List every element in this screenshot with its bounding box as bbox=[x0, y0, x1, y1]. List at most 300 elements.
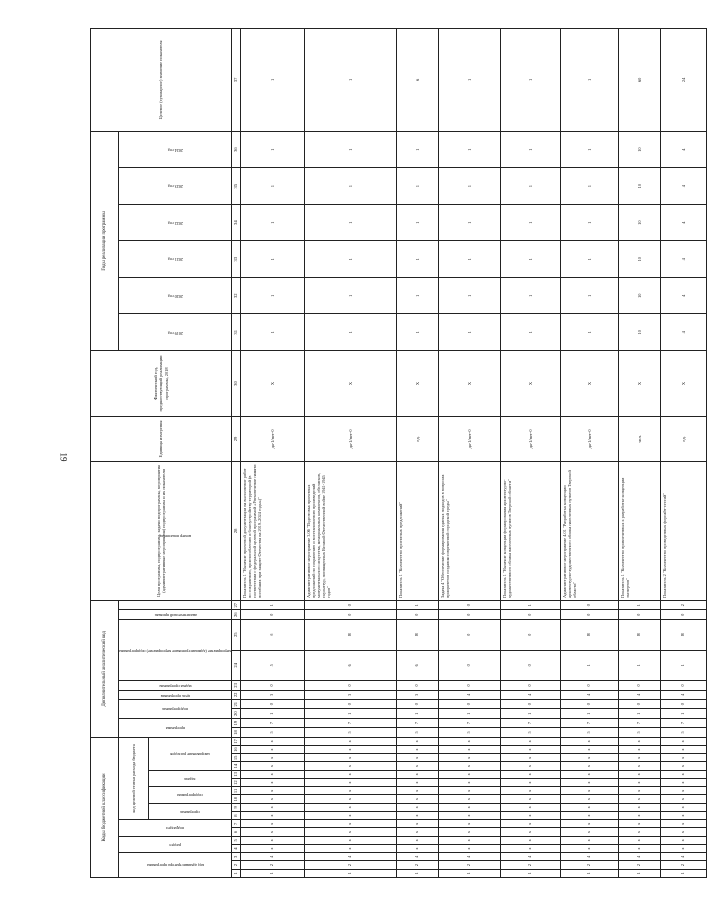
year-value-cell: 1 bbox=[396, 204, 438, 241]
code-cell: 0 bbox=[438, 619, 500, 650]
header-program: программа bbox=[149, 803, 232, 820]
header-an-analytic: аналитический признак bbox=[119, 610, 232, 619]
code-cell: 0 bbox=[660, 681, 706, 690]
column-number: 26 bbox=[231, 610, 240, 619]
code-cell: 1 bbox=[560, 709, 618, 718]
code-cell: 4 bbox=[438, 853, 500, 861]
code-cell: x bbox=[618, 737, 660, 745]
column-number: 30 bbox=[231, 351, 240, 417]
year-value-cell: 1 bbox=[560, 168, 618, 205]
code-cell: 1 bbox=[438, 709, 500, 718]
code-cell: x bbox=[660, 795, 706, 803]
code-cell: x bbox=[618, 754, 660, 762]
code-cell: x bbox=[240, 795, 304, 803]
target-value-cell: 6 bbox=[396, 29, 438, 132]
code-cell: x bbox=[560, 754, 618, 762]
code-cell: x bbox=[660, 770, 706, 778]
code-cell: 0 bbox=[304, 700, 396, 709]
column-number: 7 bbox=[231, 820, 240, 828]
code-cell: x bbox=[396, 820, 438, 828]
code-cell: x bbox=[500, 795, 560, 803]
code-cell: x bbox=[304, 779, 396, 787]
code-cell: x bbox=[240, 820, 304, 828]
header-row-groups bbox=[91, 29, 119, 878]
code-cell: 4 bbox=[240, 853, 304, 861]
indicator-name: Показатель 1 "Наличие концепции формирования архитектурно-художественного облика населенных пунктов Тверской области" bbox=[500, 461, 560, 600]
code-cell: 0 bbox=[500, 619, 560, 650]
header-task: задача bbox=[149, 770, 232, 787]
code-cell: 0 bbox=[304, 681, 396, 690]
header-an-indicator: номер показателя bbox=[119, 461, 232, 610]
code-cell: x bbox=[560, 770, 618, 778]
column-numbers-row bbox=[231, 29, 240, 878]
column-number: 31 bbox=[231, 314, 240, 351]
header-an-subprogram: подпрограмма bbox=[119, 700, 232, 719]
code-cell: 4 bbox=[618, 690, 660, 699]
header-subsection: подраздел bbox=[119, 820, 232, 837]
year-value-cell: 10 bbox=[618, 241, 660, 278]
code-cell: x bbox=[660, 803, 706, 811]
code-cell: 1 bbox=[396, 709, 438, 718]
year-value-cell: 1 bbox=[304, 168, 396, 205]
code-cell: 0 bbox=[560, 681, 618, 690]
header-name: Цели программы, подпрограммы, задачи подпрограммы, мероприятия (административные мероприятия) подпрограммы и их показатели bbox=[91, 461, 232, 600]
column-number: 21 bbox=[231, 700, 240, 709]
code-cell: x bbox=[500, 754, 560, 762]
column-number: 4 bbox=[231, 845, 240, 853]
year-value-cell: 1 bbox=[304, 277, 396, 314]
code-cell: x bbox=[500, 787, 560, 795]
year-value-cell: 1 bbox=[438, 168, 500, 205]
year-value-cell: 1 bbox=[438, 204, 500, 241]
year-value-cell: 1 bbox=[240, 168, 304, 205]
code-cell: 6 bbox=[396, 650, 438, 681]
code-cell: 0 bbox=[560, 700, 618, 709]
code-cell: x bbox=[438, 746, 500, 754]
year-value-cell: 4 bbox=[660, 277, 706, 314]
code-cell: 4 bbox=[304, 853, 396, 861]
code-cell: x bbox=[618, 828, 660, 836]
year-value-cell: 1 bbox=[560, 314, 618, 351]
column-number: 36 bbox=[231, 131, 240, 168]
code-cell: 0 bbox=[618, 700, 660, 709]
year-value-cell: 1 bbox=[396, 168, 438, 205]
code-cell: x bbox=[396, 737, 438, 745]
code-cell: x bbox=[660, 845, 706, 853]
unit-cell: ед. bbox=[396, 417, 438, 462]
code-cell: 0 bbox=[304, 610, 396, 619]
code-cell: 3 bbox=[240, 690, 304, 699]
code-cell: 1 bbox=[618, 709, 660, 718]
code-cell: x bbox=[618, 746, 660, 754]
code-cell: x bbox=[438, 779, 500, 787]
code-cell: 1 bbox=[240, 709, 304, 718]
year-value-cell: 1 bbox=[500, 277, 560, 314]
code-cell: x bbox=[304, 795, 396, 803]
column-number: 35 bbox=[231, 168, 240, 205]
year-value-cell: 10 bbox=[618, 277, 660, 314]
header-analytic-code: Дополнительный аналитический код bbox=[91, 600, 119, 737]
code-cell: 5 bbox=[618, 728, 660, 737]
header-an-task: задача программы bbox=[119, 681, 232, 690]
code-cell: x bbox=[500, 828, 560, 836]
code-cell: 2 bbox=[560, 861, 618, 869]
code-cell: 1 bbox=[660, 869, 706, 877]
column-number: 19 bbox=[231, 718, 240, 727]
code-cell: 5 bbox=[438, 728, 500, 737]
code-cell: 5 bbox=[240, 650, 304, 681]
column-number: 12 bbox=[231, 779, 240, 787]
table-row bbox=[560, 29, 618, 878]
indicator-name: Административное мероприятие 4.01 "Разработка концепции архитектурно-художественного облика населенных пунктов Тверской области" bbox=[560, 461, 618, 600]
table-row bbox=[618, 29, 660, 878]
column-number: 11 bbox=[231, 787, 240, 795]
code-cell: x bbox=[438, 787, 500, 795]
base-year-cell: X bbox=[438, 351, 500, 417]
year-value-cell: 1 bbox=[560, 131, 618, 168]
unit-cell: чел. bbox=[618, 417, 660, 462]
header-subprogram: подпрограмма bbox=[149, 787, 232, 804]
year-value-cell: 1 bbox=[304, 131, 396, 168]
code-cell: 0 bbox=[438, 681, 500, 690]
code-cell: 0 bbox=[660, 610, 706, 619]
code-cell: 4 bbox=[660, 853, 706, 861]
year-value-cell: 1 bbox=[500, 314, 560, 351]
column-number: 8 bbox=[231, 812, 240, 820]
unit-cell: ед. bbox=[660, 417, 706, 462]
column-number: 33 bbox=[231, 241, 240, 278]
code-cell: x bbox=[438, 770, 500, 778]
year-value-cell: 1 bbox=[304, 204, 396, 241]
table-row bbox=[438, 29, 500, 878]
code-cell: x bbox=[660, 754, 706, 762]
code-cell: 5 bbox=[304, 728, 396, 737]
year-value-cell: 1 bbox=[396, 314, 438, 351]
code-cell: x bbox=[660, 762, 706, 770]
unit-cell: да-1/нет-0 bbox=[560, 417, 618, 462]
code-cell: x bbox=[618, 803, 660, 811]
column-number: 37 bbox=[231, 29, 240, 132]
indicator-name: Показатель 2 "Количество проведенных форсайт-сессий" bbox=[660, 461, 706, 600]
code-cell: 0 bbox=[618, 610, 660, 619]
header-an-event: мероприятие (административное мероприятие) подпрограммы bbox=[119, 619, 232, 680]
code-cell: x bbox=[560, 787, 618, 795]
year-value-cell: 1 bbox=[560, 241, 618, 278]
column-number: 15 bbox=[231, 754, 240, 762]
code-cell: 4 bbox=[438, 690, 500, 699]
year-value-cell: 1 bbox=[500, 241, 560, 278]
code-cell: 2 bbox=[304, 861, 396, 869]
code-cell: 2 bbox=[438, 861, 500, 869]
header-2020: 2020 год bbox=[119, 277, 232, 314]
code-cell: x bbox=[560, 812, 618, 820]
year-value-cell: 1 bbox=[560, 204, 618, 241]
code-cell: 1 bbox=[560, 869, 618, 877]
target-value-cell: 24 bbox=[660, 29, 706, 132]
code-cell: x bbox=[438, 812, 500, 820]
indicator-name: Показатель 1 "Наличие проектной документации на выполнение работ по сохранению, приспособлению и благоустройству территорий (в соответствии с федеральной целевой программой «Увековечение памяти погибших при защите Отечества на 2019–2024 годы»)" bbox=[240, 461, 304, 600]
year-value-cell: 1 bbox=[560, 277, 618, 314]
code-cell: x bbox=[438, 820, 500, 828]
code-cell: x bbox=[500, 845, 560, 853]
code-cell: 1 bbox=[618, 650, 660, 681]
column-number: 34 bbox=[231, 204, 240, 241]
code-cell: 0 bbox=[396, 700, 438, 709]
code-cell: Я bbox=[304, 619, 396, 650]
year-value-cell: 1 bbox=[240, 241, 304, 278]
code-cell: x bbox=[560, 746, 618, 754]
year-value-cell: 4 bbox=[660, 241, 706, 278]
code-cell: 2 bbox=[500, 861, 560, 869]
header-2024: 2024 год bbox=[119, 131, 232, 168]
year-value-cell: 1 bbox=[500, 168, 560, 205]
header-2022: 2022 год bbox=[119, 204, 232, 241]
code-cell: 5 bbox=[500, 728, 560, 737]
indicator-name: Показатель 1 "Количество проектных предложений" bbox=[396, 461, 438, 600]
column-number: 13 bbox=[231, 770, 240, 778]
code-cell: 5 bbox=[240, 728, 304, 737]
target-value-cell: 1 bbox=[240, 29, 304, 132]
code-cell: 1 bbox=[500, 600, 560, 610]
code-cell: 1 bbox=[500, 869, 560, 877]
column-number: 27 bbox=[231, 600, 240, 610]
code-cell: x bbox=[618, 820, 660, 828]
target-value-cell: 60 bbox=[618, 29, 660, 132]
base-year-cell: X bbox=[660, 351, 706, 417]
code-cell: Я bbox=[560, 619, 618, 650]
code-cell: x bbox=[240, 779, 304, 787]
code-cell: 3 bbox=[304, 690, 396, 699]
code-cell: 1 bbox=[304, 869, 396, 877]
code-cell: x bbox=[240, 762, 304, 770]
code-cell: x bbox=[240, 803, 304, 811]
code-cell: 0 bbox=[560, 610, 618, 619]
code-cell: 1 bbox=[560, 650, 618, 681]
code-cell: 1 bbox=[438, 869, 500, 877]
code-cell: 7 bbox=[438, 718, 500, 727]
code-cell: x bbox=[438, 845, 500, 853]
code-cell: 0 bbox=[240, 700, 304, 709]
unit-cell: да-1/нет-0 bbox=[240, 417, 304, 462]
code-cell: 1 bbox=[396, 600, 438, 610]
code-cell: x bbox=[660, 820, 706, 828]
code-cell: x bbox=[500, 803, 560, 811]
code-cell: x bbox=[500, 746, 560, 754]
header-2021: 2021 год bbox=[119, 241, 232, 278]
code-cell: 7 bbox=[240, 718, 304, 727]
code-cell: x bbox=[438, 795, 500, 803]
column-number: 32 bbox=[231, 277, 240, 314]
code-cell: x bbox=[304, 812, 396, 820]
code-cell: x bbox=[396, 754, 438, 762]
year-value-cell: 4 bbox=[660, 314, 706, 351]
code-cell: x bbox=[304, 803, 396, 811]
code-cell: x bbox=[660, 812, 706, 820]
code-cell: 0 bbox=[396, 681, 438, 690]
code-cell: 0 bbox=[304, 600, 396, 610]
header-target: Целевое (суммарное) значение показателя bbox=[91, 29, 232, 132]
column-number: 1 bbox=[231, 869, 240, 877]
column-number: 6 bbox=[231, 828, 240, 836]
code-cell: x bbox=[500, 770, 560, 778]
code-cell: x bbox=[660, 836, 706, 844]
code-cell: 1 bbox=[396, 869, 438, 877]
code-cell: x bbox=[438, 754, 500, 762]
code-cell: 7 bbox=[560, 718, 618, 727]
header-2023: 2023 год bbox=[119, 168, 232, 205]
column-number: 23 bbox=[231, 681, 240, 690]
code-cell: 0 bbox=[438, 610, 500, 619]
code-cell: 0 bbox=[500, 681, 560, 690]
code-cell: x bbox=[660, 787, 706, 795]
year-value-cell: 1 bbox=[500, 131, 560, 168]
indicator-name: Задача 4 "Обеспечение формирования единых подходов в вопросах приоритетов создания современной городской среды" bbox=[438, 461, 500, 600]
column-number: 24 bbox=[231, 650, 240, 681]
code-cell: x bbox=[240, 828, 304, 836]
code-cell: 5 bbox=[660, 728, 706, 737]
header-expense-direction: направление расходов bbox=[149, 737, 232, 770]
header-an-program: программа bbox=[119, 718, 232, 737]
code-cell: x bbox=[240, 787, 304, 795]
page-number: 19 bbox=[58, 452, 69, 462]
target-value-cell: 1 bbox=[304, 29, 396, 132]
column-number: 14 bbox=[231, 762, 240, 770]
column-number: 20 bbox=[231, 709, 240, 718]
code-cell: x bbox=[304, 828, 396, 836]
base-year-cell: X bbox=[240, 351, 304, 417]
code-cell: x bbox=[304, 770, 396, 778]
year-value-cell: 10 bbox=[618, 204, 660, 241]
code-cell: x bbox=[560, 820, 618, 828]
year-value-cell: 1 bbox=[240, 314, 304, 351]
code-cell: 1 bbox=[618, 869, 660, 877]
column-number: 18 bbox=[231, 728, 240, 737]
code-cell: 0 bbox=[438, 650, 500, 681]
code-cell: x bbox=[560, 762, 618, 770]
code-cell: x bbox=[396, 770, 438, 778]
code-cell: x bbox=[304, 845, 396, 853]
column-number: 17 bbox=[231, 737, 240, 745]
year-value-cell: 1 bbox=[240, 204, 304, 241]
base-year-cell: X bbox=[560, 351, 618, 417]
target-value-cell: 1 bbox=[500, 29, 560, 132]
code-cell: x bbox=[396, 787, 438, 795]
code-cell: x bbox=[240, 845, 304, 853]
table-row bbox=[240, 29, 304, 878]
code-cell: x bbox=[618, 845, 660, 853]
header-2019: 2019 год bbox=[119, 314, 232, 351]
header-years: Годы реализации программы bbox=[91, 131, 119, 350]
code-cell: x bbox=[396, 803, 438, 811]
code-cell: 0 bbox=[500, 650, 560, 681]
code-cell: x bbox=[240, 737, 304, 745]
table-row bbox=[500, 29, 560, 878]
code-cell: x bbox=[396, 836, 438, 844]
code-cell: x bbox=[500, 762, 560, 770]
code-cell: 7 bbox=[396, 718, 438, 727]
code-cell: 0 bbox=[240, 681, 304, 690]
code-cell: x bbox=[560, 845, 618, 853]
code-cell: 1 bbox=[240, 869, 304, 877]
code-cell: 4 bbox=[560, 853, 618, 861]
column-number: 3 bbox=[231, 853, 240, 861]
code-cell: 1 bbox=[240, 600, 304, 610]
code-cell: x bbox=[500, 737, 560, 745]
code-cell: x bbox=[438, 828, 500, 836]
code-cell: x bbox=[560, 803, 618, 811]
code-cell: 1 bbox=[618, 600, 660, 610]
code-cell: x bbox=[396, 845, 438, 853]
year-value-cell: 1 bbox=[304, 314, 396, 351]
code-cell: 2 bbox=[618, 861, 660, 869]
code-cell: x bbox=[304, 820, 396, 828]
code-cell: x bbox=[304, 754, 396, 762]
column-number: 16 bbox=[231, 746, 240, 754]
code-cell: 7 bbox=[500, 718, 560, 727]
target-value-cell: 1 bbox=[438, 29, 500, 132]
code-cell: x bbox=[618, 787, 660, 795]
code-cell: 7 bbox=[660, 718, 706, 727]
code-cell: 0 bbox=[438, 700, 500, 709]
code-cell: x bbox=[660, 746, 706, 754]
code-cell: 0 bbox=[660, 700, 706, 709]
code-cell: x bbox=[560, 779, 618, 787]
column-number: 2 bbox=[231, 861, 240, 869]
year-value-cell: 4 bbox=[660, 204, 706, 241]
code-cell: x bbox=[500, 836, 560, 844]
column-number: 29 bbox=[231, 417, 240, 462]
code-cell: x bbox=[240, 836, 304, 844]
code-cell: x bbox=[240, 746, 304, 754]
code-cell: 0 bbox=[438, 600, 500, 610]
code-cell: x bbox=[500, 779, 560, 787]
code-cell: x bbox=[500, 820, 560, 828]
code-cell: б bbox=[240, 619, 304, 650]
code-cell: 1 bbox=[500, 709, 560, 718]
code-cell: x bbox=[560, 828, 618, 836]
column-number: 22 bbox=[231, 690, 240, 699]
header-admin-code: код администратора программы bbox=[119, 853, 232, 878]
code-cell: x bbox=[438, 737, 500, 745]
code-cell: 0 bbox=[500, 700, 560, 709]
code-cell: 4 bbox=[500, 853, 560, 861]
year-value-cell: 1 bbox=[438, 277, 500, 314]
unit-cell: да-1/нет-0 bbox=[304, 417, 396, 462]
code-cell: 0 bbox=[396, 610, 438, 619]
code-cell: 4 bbox=[618, 853, 660, 861]
code-cell: x bbox=[304, 836, 396, 844]
code-cell: 4 bbox=[660, 690, 706, 699]
unit-cell: да-1/нет-0 bbox=[500, 417, 560, 462]
column-number: 5 bbox=[231, 836, 240, 844]
code-cell: x bbox=[618, 770, 660, 778]
code-cell: 4 bbox=[560, 690, 618, 699]
code-cell: x bbox=[500, 812, 560, 820]
year-value-cell: 1 bbox=[438, 241, 500, 278]
code-cell: 3 bbox=[396, 690, 438, 699]
program-indicators-table bbox=[90, 28, 707, 878]
code-cell: x bbox=[396, 762, 438, 770]
code-cell: 1 bbox=[660, 650, 706, 681]
code-cell: 7 bbox=[304, 718, 396, 727]
year-value-cell: 10 bbox=[618, 131, 660, 168]
code-cell: 2 bbox=[660, 861, 706, 869]
code-cell: x bbox=[438, 803, 500, 811]
base-year-cell: X bbox=[618, 351, 660, 417]
year-value-cell: 1 bbox=[304, 241, 396, 278]
code-cell: x bbox=[660, 737, 706, 745]
code-cell: x bbox=[240, 770, 304, 778]
